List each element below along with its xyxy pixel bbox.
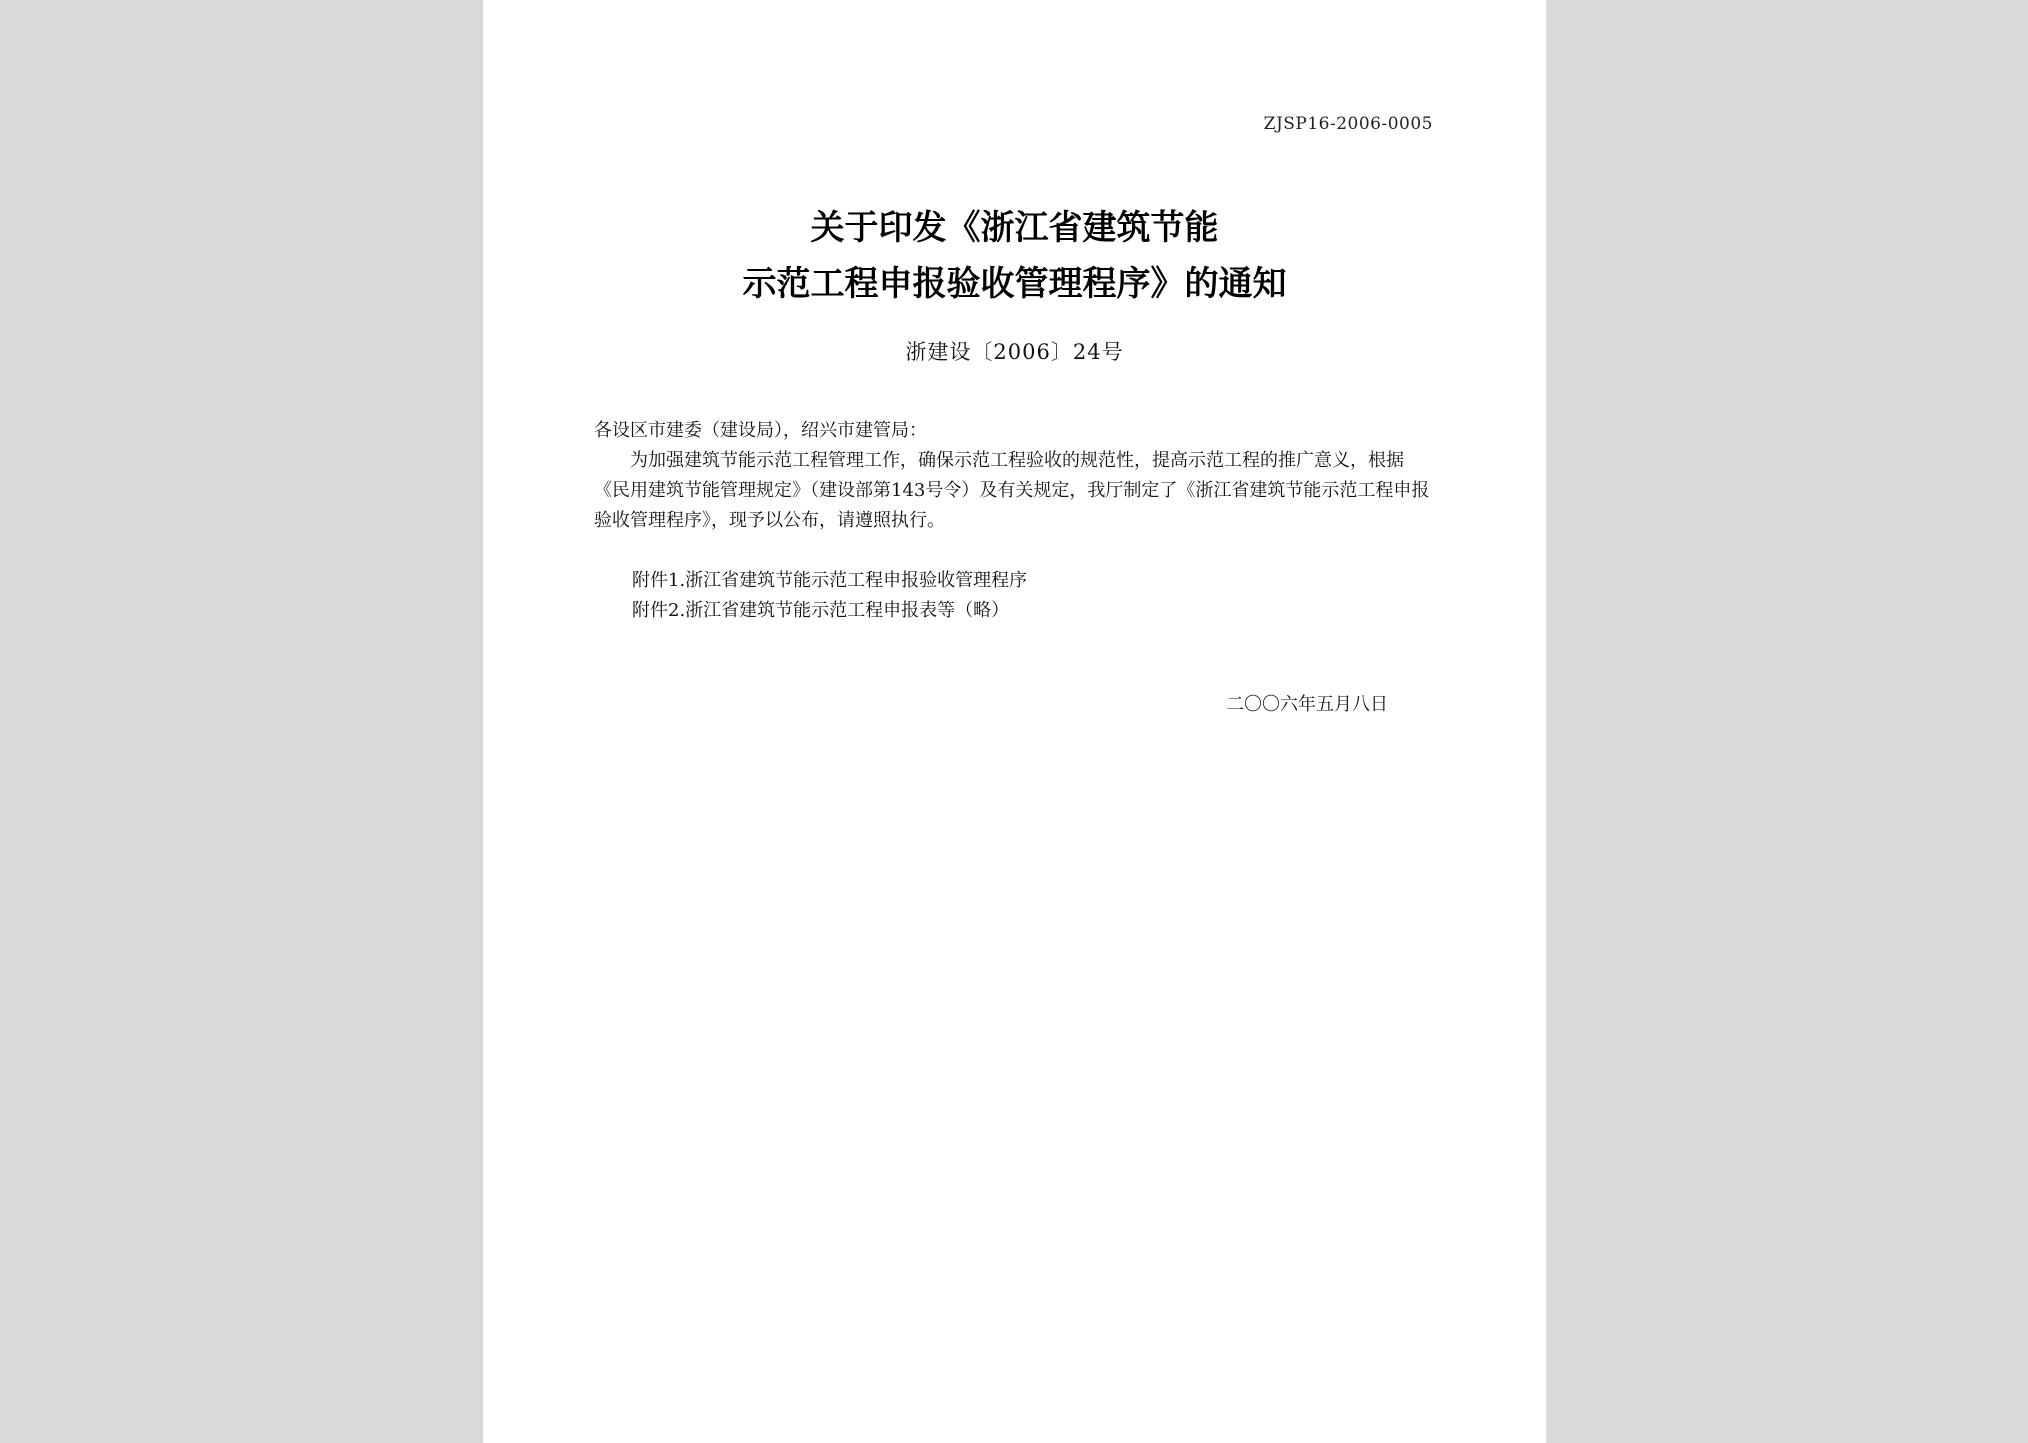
title-line-2: 示范工程申报验收管理程序》的通知 xyxy=(742,264,1287,304)
document-title xyxy=(483,200,1546,312)
document-date: 二〇〇六年五月八日 xyxy=(1226,694,1388,715)
title-line-1: 关于印发《浙江省建筑节能 xyxy=(810,208,1219,248)
attachment-item-2: 附件2.浙江省建筑节能示范工程申报表等（略） xyxy=(632,600,1010,621)
document-body xyxy=(594,416,1434,536)
attachment-item-1: 附件1.浙江省建筑节能示范工程申报验收管理程序 xyxy=(632,570,1028,591)
document-number: 浙建设〔2006〕24号 xyxy=(905,340,1124,364)
document-page xyxy=(483,0,1546,1443)
document-id: ZJSP16-2006-0005 xyxy=(1263,114,1433,134)
attachment-list xyxy=(632,566,1027,626)
body-paragraph: 为加强建筑节能示范工程管理工作，确保示范工程验收的规范性，提高示范工程的推广意义，根据《民用建筑节能管理规定》（建设部第143号令）及有关规定，我厅制定了《浙江省建筑节能示范工程申报验收管理程序》，现予以公布，请遵照执行。 xyxy=(594,450,1430,531)
addressee: 各设区市建委（建设局），绍兴市建管局： xyxy=(594,420,927,441)
